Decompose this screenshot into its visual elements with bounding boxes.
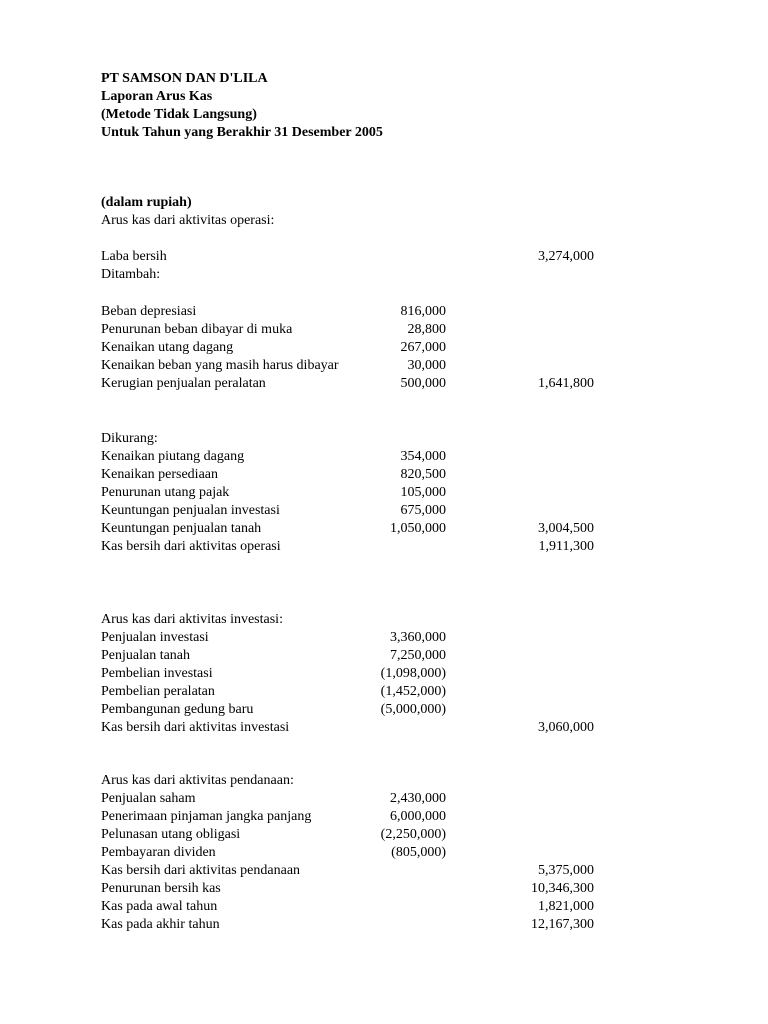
- row-total: 1,821,000: [538, 899, 594, 914]
- row-label: Kas bersih dari aktivitas pendanaan: [101, 863, 301, 878]
- row-label: Kenaikan piutang dagang: [101, 449, 245, 464]
- row-label: Keuntungan penjualan tanah: [101, 521, 262, 536]
- table-row: [0, 266, 768, 284]
- table-row: [0, 502, 768, 520]
- row-label: Arus kas dari aktivitas investasi:: [101, 612, 283, 627]
- row-label: Penurunan bersih kas: [101, 881, 221, 896]
- table-row: [0, 629, 768, 647]
- table-row: [0, 448, 768, 466]
- report-method: (Metode Tidak Langsung): [101, 107, 257, 122]
- row-amount: 675,000: [400, 503, 446, 518]
- row-total: 5,375,000: [538, 863, 594, 878]
- table-row: [0, 665, 768, 683]
- row-label: Pembayaran dividen: [101, 845, 216, 860]
- row-amount: 7,250,000: [390, 648, 446, 663]
- row-total: 10,346,300: [531, 881, 594, 896]
- table-row: [0, 375, 768, 393]
- table-row: [0, 719, 768, 737]
- row-amount: 6,000,000: [390, 809, 446, 824]
- row-label: Laba bersih: [101, 249, 167, 264]
- table-row: [0, 790, 768, 808]
- table-row: [0, 248, 768, 266]
- row-label: Kenaikan persediaan: [101, 467, 218, 482]
- row-label: Pembelian investasi: [101, 666, 213, 681]
- row-label: Ditambah:: [101, 267, 161, 282]
- table-row: [0, 484, 768, 502]
- unit-note: (dalam rupiah): [101, 195, 192, 210]
- row-amount: (805,000): [391, 845, 446, 860]
- table-row: [0, 357, 768, 375]
- row-label: Arus kas dari aktivitas operasi:: [101, 213, 275, 228]
- row-label: Penjualan investasi: [101, 630, 209, 645]
- table-row: [0, 321, 768, 339]
- table-row: [0, 430, 768, 448]
- report-title: Laporan Arus Kas: [101, 89, 213, 104]
- row-label: Kenaikan utang dagang: [101, 340, 234, 355]
- row-total: 3,060,000: [538, 720, 594, 735]
- row-amount: 816,000: [400, 304, 446, 319]
- row-amount: (1,452,000): [380, 684, 446, 699]
- section-heading-investing: [0, 611, 768, 629]
- table-row: [0, 898, 768, 916]
- row-label: Penurunan utang pajak: [101, 485, 230, 500]
- row-label: Penjualan saham: [101, 791, 196, 806]
- row-label: Pembangunan gedung baru: [101, 702, 254, 717]
- row-label: Penerimaan pinjaman jangka panjang: [101, 809, 312, 824]
- row-amount: (2,250,000): [380, 827, 446, 842]
- row-total: 1,911,300: [538, 539, 594, 554]
- row-label: Penurunan beban dibayar di muka: [101, 322, 293, 337]
- table-row: [0, 808, 768, 826]
- company-name: PT SAMSON DAN D'LILA: [101, 71, 268, 86]
- row-label: Beban depresiasi: [101, 304, 197, 319]
- row-amount: 105,000: [400, 485, 446, 500]
- table-row: [0, 701, 768, 719]
- row-amount: 354,000: [400, 449, 446, 464]
- section-heading-financing: [0, 772, 768, 790]
- row-amount: 267,000: [400, 340, 446, 355]
- row-total: 1,641,800: [538, 376, 594, 391]
- row-label: Kenaikan beban yang masih harus dibayar: [101, 358, 339, 373]
- row-total: 3,004,500: [538, 521, 594, 536]
- table-row: [0, 303, 768, 321]
- row-label: Kerugian penjualan peralatan: [101, 376, 266, 391]
- row-amount: 820,500: [400, 467, 446, 482]
- row-label: Pembelian peralatan: [101, 684, 215, 699]
- row-total: 3,274,000: [538, 249, 594, 264]
- table-row: [0, 880, 768, 898]
- row-label: Kas bersih dari aktivitas operasi: [101, 539, 281, 554]
- row-amount: 1,050,000: [390, 521, 446, 536]
- report-header: [101, 70, 383, 142]
- row-amount: 30,000: [407, 358, 446, 373]
- row-label: Kas bersih dari aktivitas investasi: [101, 720, 290, 735]
- section-heading-operating: [0, 212, 768, 230]
- table-row: [0, 647, 768, 665]
- table-row: [0, 339, 768, 357]
- row-total: 12,167,300: [531, 917, 594, 932]
- table-row: [0, 826, 768, 844]
- row-amount: (5,000,000): [380, 702, 446, 717]
- row-amount: 2,430,000: [390, 791, 446, 806]
- table-row: [0, 844, 768, 862]
- row-amount: 3,360,000: [390, 630, 446, 645]
- row-label: Kas pada awal tahun: [101, 899, 218, 914]
- row-label: Kas pada akhir tahun: [101, 917, 220, 932]
- table-row: [0, 683, 768, 701]
- row-amount: 500,000: [400, 376, 446, 391]
- table-row: [0, 538, 768, 556]
- unit-note-row: [0, 194, 768, 212]
- row-label: Dikurang:: [101, 431, 158, 446]
- table-row: [0, 916, 768, 934]
- row-amount: 28,800: [407, 322, 446, 337]
- row-label: Arus kas dari aktivitas pendanaan:: [101, 773, 294, 788]
- row-amount: (1,098,000): [380, 666, 446, 681]
- table-row: [0, 466, 768, 484]
- report-period: Untuk Tahun yang Berakhir 31 Desember 2005: [101, 125, 383, 140]
- row-label: Keuntungan penjualan investasi: [101, 503, 280, 518]
- row-label: Pelunasan utang obligasi: [101, 827, 241, 842]
- table-row: [0, 862, 768, 880]
- table-row: [0, 520, 768, 538]
- row-label: Penjualan tanah: [101, 648, 191, 663]
